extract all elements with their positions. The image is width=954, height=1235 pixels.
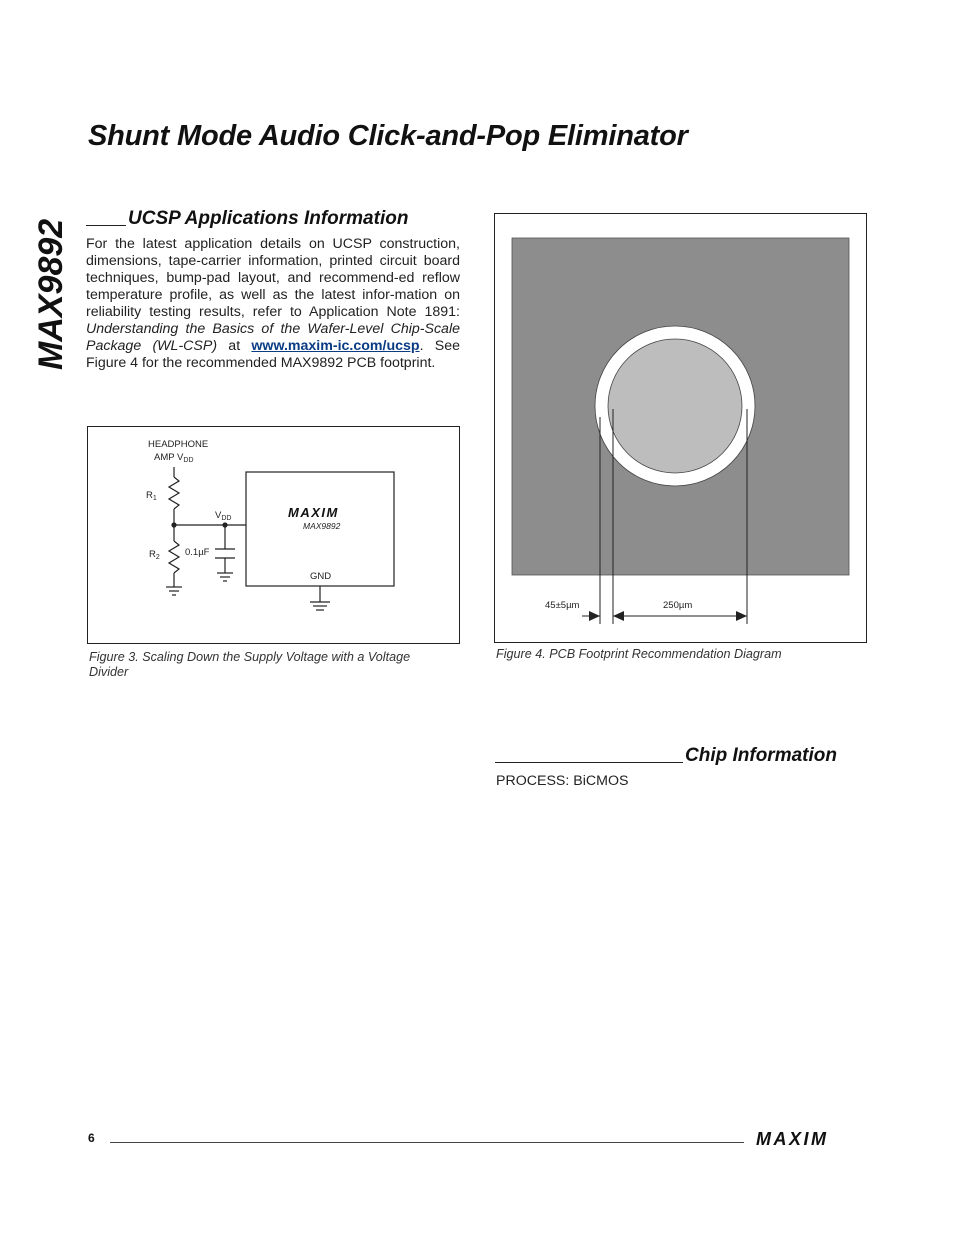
headphone-label: HEADPHONE — [148, 439, 209, 450]
heading-rule — [495, 761, 683, 763]
node-dot — [222, 522, 227, 527]
ucsp-section-heading — [86, 208, 460, 230]
gnd-label: GND — [310, 571, 332, 582]
node-dot — [171, 522, 176, 527]
amp-vdd-label: AMP $V_{DD}$ — [154, 452, 194, 464]
chip-info-heading-text: Chip Information — [685, 745, 837, 766]
ucsp-paragraph-end: . See Figure 4 for the recommended MAX9892 PCB footprint. — [86, 338, 460, 371]
r1-label: $R_1$ — [146, 490, 157, 502]
figure-3-schematic — [88, 427, 458, 642]
ucsp-paragraph-at: at — [217, 338, 252, 354]
r2-label: $R_2$ — [149, 549, 160, 561]
process-text: PROCESS: BiCMOS — [496, 773, 629, 789]
ucsp-link[interactable]: www.maxim-ic.com/ucsp — [251, 338, 420, 354]
side-part-number-text: MAX9892 — [32, 218, 70, 370]
side-part-number — [2, 210, 82, 380]
arrow-right — [736, 611, 747, 621]
figure-4-caption: Figure 4. PCB Footprint Recommendation Diagram — [496, 647, 782, 661]
dimension-pad-diameter: 250µm — [663, 600, 693, 611]
ucsp-paragraph-start: For the latest application details on UCSP construction, dimensions, tape-carrier information, printed circuit board techniques, bump-pad layout, and recommend-ed reflow temperature profile, as well as the latest infor-mation on reliability testing results, refer to Application Note 1891: — [86, 236, 460, 320]
figure-4-diagram — [495, 214, 865, 641]
page-number: 6 — [88, 1131, 95, 1145]
ucsp-paragraph — [86, 236, 460, 372]
resistor-r1 — [169, 477, 179, 509]
arrow-right — [589, 611, 600, 621]
chip-name: MAX9892 — [303, 521, 341, 531]
maxim-logo-small: MAXIM — [288, 505, 339, 520]
figure-4-box — [494, 213, 867, 643]
heading-rule — [86, 224, 126, 226]
dimension-ring-width: 45±5µm — [545, 600, 580, 611]
maxim-logo — [756, 1129, 866, 1154]
figure-3-box — [87, 426, 460, 644]
arrow-left — [613, 611, 624, 621]
resistor-r2 — [169, 541, 179, 573]
footer-rule — [110, 1142, 744, 1143]
chip-info-heading — [495, 745, 865, 767]
app-note-title: Understanding the Basics of the Wafer-Level Chip-Scale Package (WL-CSP) — [86, 321, 460, 354]
figure-3-caption: Figure 3. Scaling Down the Supply Voltage with a Voltage Divider — [89, 650, 411, 679]
vdd-label: $V_{DD}$ — [215, 510, 232, 522]
ucsp-heading-text: UCSP Applications Information — [128, 208, 409, 229]
copper-pad — [608, 339, 742, 473]
page-title: Shunt Mode Audio Click-and-Pop Eliminator — [88, 120, 688, 152]
maxim-logo-text: MAXIM — [756, 1129, 829, 1149]
capacitor-value: 0.1µF — [185, 547, 210, 558]
